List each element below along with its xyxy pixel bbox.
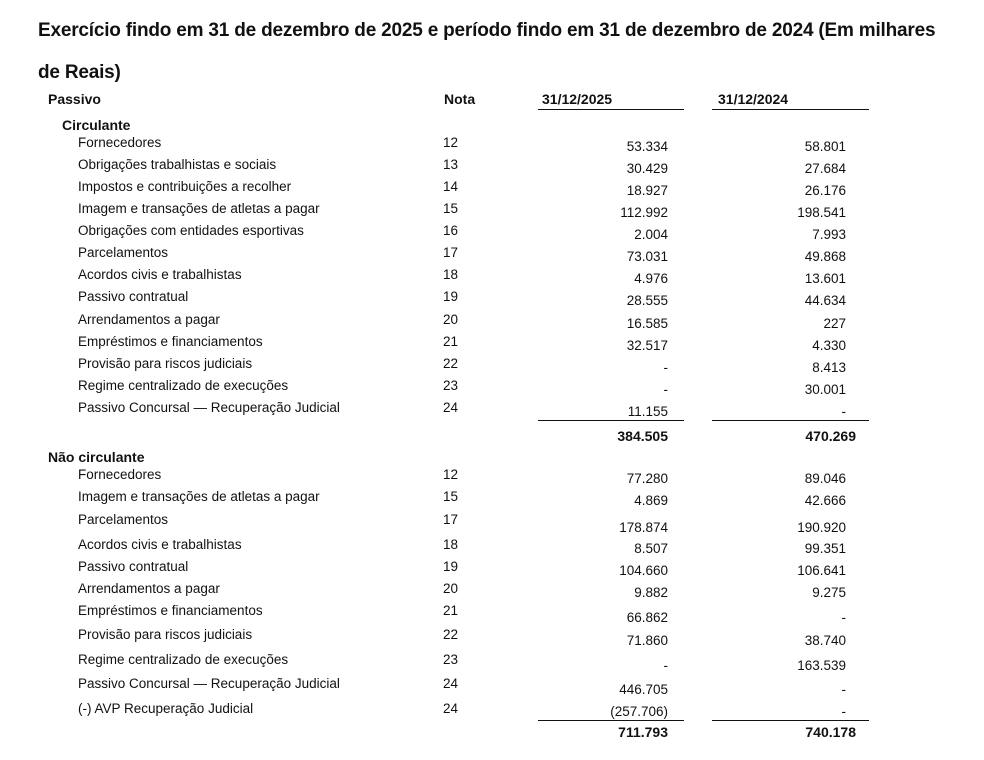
row-value-2025: 16.585	[626, 316, 668, 331]
row-label: Provisão para riscos judiciais	[78, 356, 253, 371]
subtotal-rule-2024	[712, 720, 869, 721]
row-nota: 12	[443, 467, 459, 482]
row-label: Regime centralizado de execuções	[78, 378, 289, 393]
row-value-2025: 73.031	[626, 249, 668, 264]
row-value-2024: 30.001	[804, 382, 846, 397]
row-label: Passivo Concursal — Recuperação Judicial	[78, 676, 340, 691]
table-row	[0, 179, 984, 201]
row-nota: 21	[443, 603, 459, 618]
row-label: Provisão para riscos judiciais	[78, 627, 253, 642]
row-label: Imagem e transações de atletas a pagar	[78, 201, 320, 216]
row-label: Imagem e transações de atletas a pagar	[78, 489, 320, 504]
row-nota: 19	[443, 289, 459, 304]
row-label: Fornecedores	[78, 467, 162, 482]
row-value-2025: 4.976	[634, 271, 668, 286]
row-value-2024: 8.413	[812, 360, 846, 375]
row-value-2024: 44.634	[804, 293, 846, 308]
table-row	[0, 135, 984, 157]
subtotal-rule-2025	[538, 720, 684, 721]
row-value-2025: -	[663, 360, 668, 375]
row-nota: 14	[443, 179, 459, 194]
subtotal-rule-2024	[712, 420, 869, 421]
header-col-2024: 31/12/2024	[718, 91, 789, 107]
row-value-2025: 66.862	[626, 610, 668, 625]
row-value-2025: -	[663, 658, 668, 673]
table-row	[0, 559, 984, 581]
row-value-2024: 26.176	[804, 183, 846, 198]
row-nota: 19	[443, 559, 459, 574]
row-label: Arrendamentos a pagar	[78, 581, 220, 596]
row-value-2024: -	[841, 682, 846, 697]
row-value-2025: -	[663, 382, 668, 397]
row-value-2025: 30.429	[626, 161, 668, 176]
row-value-2025: 18.927	[626, 183, 668, 198]
row-value-2024: 163.539	[797, 658, 846, 673]
header-col-2025: 31/12/2025	[542, 91, 613, 107]
row-value-2025: 28.555	[626, 293, 668, 308]
total-circulante-2024: 470.269	[805, 428, 856, 444]
section-circulante: Circulante	[62, 117, 131, 133]
row-label: Empréstimos e financiamentos	[78, 334, 263, 349]
row-nota: 23	[443, 378, 459, 393]
table-row	[0, 378, 984, 400]
row-value-2024: 7.993	[812, 227, 846, 242]
row-nota: 24	[443, 701, 459, 716]
row-label: Passivo Concursal — Recuperação Judicial	[78, 400, 340, 415]
row-value-2024: 198.541	[797, 205, 846, 220]
row-value-2024: 106.641	[797, 563, 846, 578]
row-nota: 18	[443, 537, 459, 552]
row-label: Parcelamentos	[78, 512, 169, 527]
row-label: Empréstimos e financiamentos	[78, 603, 263, 618]
row-value-2024: 38.740	[804, 633, 846, 648]
row-value-2024: 4.330	[812, 338, 846, 353]
header-rule-2024	[712, 109, 869, 110]
row-value-2025: 178.874	[619, 520, 668, 535]
table-row	[0, 312, 984, 334]
row-nota: 24	[443, 400, 459, 415]
row-value-2024: 99.351	[804, 541, 846, 556]
table-row	[0, 467, 984, 489]
table-row	[0, 334, 984, 356]
row-nota: 17	[443, 512, 459, 527]
statement-title: Exercício findo em 31 de dezembro de 2025 e período findo em 31 de dezembro de 2024 (Em milhares de Reais)	[38, 20, 936, 83]
row-value-2024: 13.601	[804, 271, 846, 286]
row-nota: 15	[443, 201, 459, 216]
row-label: Regime centralizado de execuções	[78, 652, 289, 667]
row-value-2024: -	[841, 610, 846, 625]
row-value-2025: 4.869	[634, 493, 668, 508]
table-row	[0, 201, 984, 223]
row-nota: 17	[443, 245, 459, 260]
row-value-2025: 112.992	[620, 205, 668, 220]
table-row	[0, 400, 984, 422]
table-row	[0, 652, 984, 674]
total-nao-circulante-2024: 740.178	[805, 724, 856, 740]
row-value-2025: 71.860	[626, 633, 668, 648]
row-value-2024: -	[841, 704, 846, 719]
row-value-2025: 446.705	[619, 682, 668, 697]
row-nota: 20	[443, 312, 459, 327]
subtotal-rule-2025	[538, 420, 684, 421]
row-nota: 20	[443, 581, 459, 596]
table-row	[0, 489, 984, 511]
row-label: Passivo contratual	[78, 289, 189, 304]
row-value-2024: 49.868	[804, 249, 846, 264]
row-nota: 16	[443, 223, 459, 238]
table-row	[0, 676, 984, 698]
row-label: Passivo contratual	[78, 559, 189, 574]
row-value-2025: 8.507	[634, 541, 668, 556]
row-value-2025: 32.517	[626, 338, 668, 353]
row-nota: 22	[443, 356, 459, 371]
row-label: Obrigações com entidades esportivas	[78, 223, 304, 238]
row-nota: 23	[443, 652, 459, 667]
section-nao-circulante: Não circulante	[48, 449, 145, 465]
row-value-2024: 9.275	[812, 585, 846, 600]
total-nao-circulante-2025: 711.793	[618, 724, 668, 740]
row-nota: 13	[443, 157, 459, 172]
header-rule-2025	[538, 109, 684, 110]
table-row	[0, 356, 984, 378]
row-label: (-) AVP Recuperação Judicial	[78, 701, 254, 716]
table-row	[0, 627, 984, 649]
table-row	[0, 267, 984, 289]
row-label: Acordos civis e trabalhistas	[78, 267, 242, 282]
row-value-2024: 42.666	[804, 493, 846, 508]
row-value-2025: 77.280	[626, 471, 668, 486]
table-row	[0, 512, 984, 534]
row-value-2025: 2.004	[634, 227, 668, 242]
row-nota: 12	[443, 135, 459, 150]
row-label: Fornecedores	[78, 135, 162, 150]
table-row	[0, 603, 984, 625]
table-row	[0, 157, 984, 179]
total-circulante-2025: 384.505	[617, 428, 668, 444]
row-value-2024: 27.684	[804, 161, 846, 176]
row-value-2025: 53.334	[626, 139, 668, 154]
row-value-2025: (257.706)	[610, 704, 668, 719]
row-label: Impostos e contribuições a recolher	[78, 179, 292, 194]
table-row	[0, 245, 984, 267]
row-value-2024: 58.801	[804, 139, 846, 154]
row-value-2024: -	[841, 404, 846, 419]
table-row	[0, 223, 984, 245]
row-nota: 18	[443, 267, 459, 282]
row-nota: 22	[443, 627, 459, 642]
row-value-2025: 9.882	[634, 585, 668, 600]
row-nota: 21	[443, 334, 459, 349]
row-label: Obrigações trabalhistas e sociais	[78, 157, 277, 172]
row-label: Parcelamentos	[78, 245, 169, 260]
table-row	[0, 537, 984, 559]
table-row	[0, 581, 984, 603]
row-nota: 15	[443, 489, 459, 504]
row-value-2024: 227	[823, 316, 846, 331]
header-passivo: Passivo	[48, 91, 101, 107]
row-label: Arrendamentos a pagar	[78, 312, 220, 327]
row-value-2024: 89.046	[804, 471, 846, 486]
row-value-2025: 104.660	[619, 563, 668, 578]
row-value-2024: 190.920	[797, 520, 846, 535]
row-value-2025: 11.155	[627, 404, 668, 419]
row-label: Acordos civis e trabalhistas	[78, 537, 242, 552]
table-row	[0, 289, 984, 311]
row-nota: 24	[443, 676, 459, 691]
header-nota: Nota	[444, 91, 476, 107]
